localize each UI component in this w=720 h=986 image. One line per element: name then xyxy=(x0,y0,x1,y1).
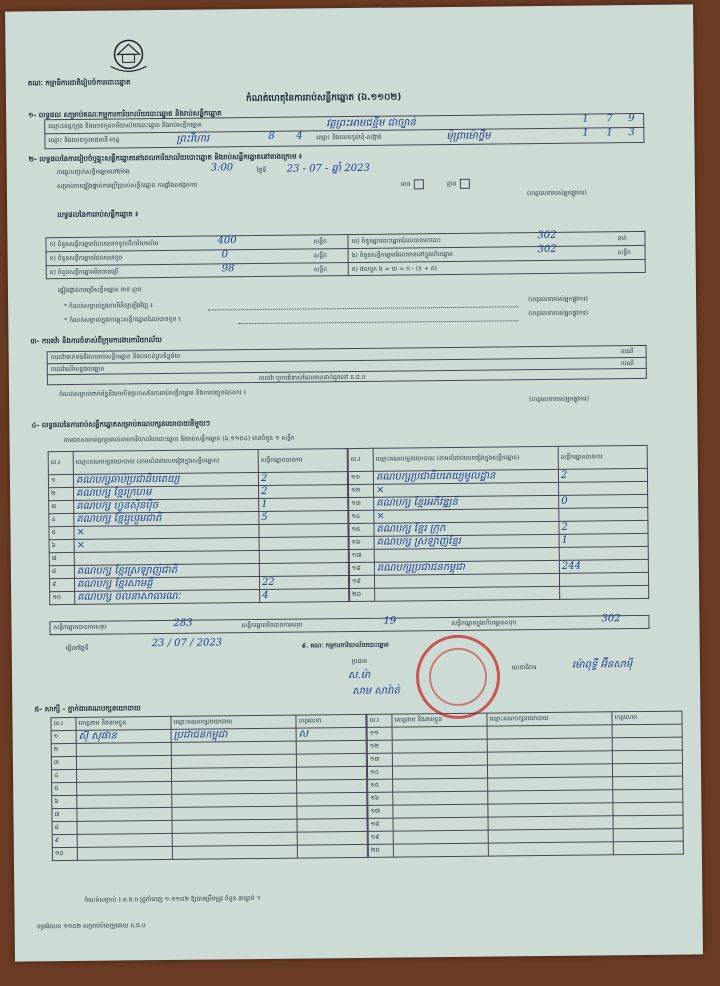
witness-row-cell-0: ៥ xyxy=(52,782,77,795)
party-row-cell-2 xyxy=(259,563,348,577)
party-row-cell-2: 1 xyxy=(559,533,648,547)
witness-row-cell-2 xyxy=(172,819,297,833)
party-row-cell-0: ៤ xyxy=(49,513,74,526)
witness-row-cell-3 xyxy=(297,831,367,845)
witness-row-cell-2 xyxy=(488,842,613,856)
party-row-cell-1: × xyxy=(374,482,559,497)
box-total-label: សន្លឹកឆ្នោតក្នុងហិបឆ្នោតសរុប xyxy=(451,619,517,627)
party-row-cell-0: ៦ xyxy=(49,539,74,552)
w-col-sign: ហត្ថលេខា xyxy=(296,714,366,728)
party-row-cell-0: ១១ xyxy=(348,471,373,484)
witness-row-cell-1 xyxy=(392,765,487,779)
party-row-cell-1: × xyxy=(74,537,259,552)
col-votes: សន្លឹកឆ្នោតបានការ xyxy=(258,449,347,473)
witness-row-cell-1 xyxy=(77,807,172,821)
witness-row-cell-0: ៣ xyxy=(51,756,76,769)
witness-row-cell-0: ៧ xyxy=(52,808,77,821)
sign-hint-4: (ហត្ថលេខារបស់អ្នកផ្លូវការ) xyxy=(529,395,590,404)
party-row-cell-0: ១៦ xyxy=(349,536,374,549)
seal-date-label: ថ្ងៃទី xyxy=(256,166,267,175)
section4-title: ៤- លទ្ធផលនៃការរាប់សន្លឹកឆ្នោតសម្រាប់គណបក្សនយោបាយនីមួយៗ xyxy=(31,419,211,430)
party-row-cell-0: ២០ xyxy=(350,588,375,601)
committee-title: ៩. គណៈ កម្មការការិយាល័យបោះឆ្នោត xyxy=(301,641,389,650)
chair-label: ប្រធាន xyxy=(351,657,368,666)
totals-row xyxy=(49,615,649,635)
witness-row-cell-1 xyxy=(393,817,488,831)
province-code-b: 4 xyxy=(296,130,303,142)
party-row-cell-2 xyxy=(259,537,348,551)
w-col-party: ឈ្មោះគណបក្សនយោបាយ xyxy=(171,715,296,729)
unused-ballots-unit: សន្លឹក xyxy=(313,266,328,274)
witness-row-cell-0: ២ xyxy=(51,743,76,756)
witness-row-cell-1 xyxy=(393,843,488,857)
section1-title: ១- លទ្ធផល សម្រាប់គណៈកម្មការការិយាល័យបោះឆ្នោត និងរាប់សន្លឹកឆ្នោត xyxy=(28,109,222,120)
voters-value: 302 xyxy=(537,229,557,242)
province-label: ឈ្មោះ និងលេខកូដរាជធានី-ខេត្ត xyxy=(48,136,120,145)
party-row-cell-0: ១៥ xyxy=(349,523,374,536)
witness-row-cell-1 xyxy=(393,778,488,792)
witness-row-cell-2 xyxy=(172,832,297,846)
party-row-cell-2 xyxy=(559,572,648,586)
witness-row-cell-1: ស៊ុ សុផាន xyxy=(76,729,171,743)
witness-row-cell-3 xyxy=(613,815,683,829)
seal-date: 23 - 07 - ឆ្នាំ 2023 xyxy=(286,162,370,175)
witness-row-cell-1 xyxy=(392,752,487,766)
witness-row-cell-0: ១២ xyxy=(367,740,392,753)
w-col-name: គោត្តនាម និងនាមខ្លួន xyxy=(76,716,171,730)
form-title: កំណត់ហេតុនៃការរាប់សន្លឹកឆ្នោត (ឯ.១១០២) xyxy=(245,92,402,105)
checkbox-yes[interactable] xyxy=(414,179,424,189)
party-row-cell-0: ២ xyxy=(49,487,74,500)
province-district-label: ឈ្មោះខេត្ត/ក្រុង និងលេខកូដការិយាល័យបោះឆ្នោត និងរាប់សន្លឹកឆ្នោត xyxy=(48,121,202,131)
witness-row-cell-1 xyxy=(393,804,488,818)
witness-row-cell-2 xyxy=(488,816,613,830)
party-row-cell-0: ៣ xyxy=(49,500,74,513)
witness-row-cell-2 xyxy=(172,780,297,794)
party-row-cell-2 xyxy=(559,481,648,495)
witness-row-cell-3 xyxy=(297,844,367,858)
witness-row-cell-3 xyxy=(612,750,682,764)
sign-hint-1: (ហត្ថលេខារបស់អ្នកផ្លូវការ) xyxy=(526,189,587,198)
party-row xyxy=(350,585,649,601)
party-row-cell-2: 5 xyxy=(259,511,348,525)
party-votes-table-left xyxy=(48,448,350,605)
witness-row-cell-0: ១០ xyxy=(52,847,77,860)
witness-row-cell-0: ២០ xyxy=(368,844,393,857)
witness-row-cell-1 xyxy=(392,726,487,740)
w-col-no-r: ល.រ xyxy=(367,714,392,727)
seal-time-label: ការឆ្លុះបញ្ជាក់សន្លឹកឆ្នោតនៅម៉ោង xyxy=(56,168,130,177)
commune-code-2: 1 xyxy=(606,127,613,139)
w-col-sign-r: ហត្ថលេខា xyxy=(612,711,682,725)
footer-note: កំណត់សម្គាល់ ៖ គ.ជ.ប ត្រូវបំពេញ ១.១១០២ ឱ្យបានត្រឹមត្រូវ ចំនួន ៣ច្បាប់ ។ xyxy=(84,895,261,904)
witness-row-cell-0: ១៦ xyxy=(368,792,393,805)
doc-date-value: 23 / 07 / 2023 xyxy=(151,637,223,650)
doc-date-label: ធ្វើនៅថ្ងៃទី xyxy=(65,644,89,653)
col-votes-r: សន្លឹកឆ្នោតបានការ xyxy=(558,445,647,469)
col-no: ល.រ xyxy=(48,451,73,474)
witness-row-cell-3 xyxy=(297,779,367,793)
witness-row-cell-0: ១ xyxy=(51,730,76,743)
witness-row-cell-0: ១៩ xyxy=(368,831,393,844)
party-row-cell-2: 0 xyxy=(559,494,648,508)
received-ballots-label: ក) ចំនួនសន្លឹកឆ្នោតដែលបានទទួលពីការិយាល័យ xyxy=(49,240,159,249)
note-review: * កំណត់សម្គាល់ក្នុងការពិនិត្យឡើងវិញ ៖ xyxy=(64,302,153,311)
complaint-row1: ការតវ៉ាទាក់ទងនឹងការរាប់សន្លឹកឆ្នោត និងការកត់ត្រាទិន្នន័យ xyxy=(50,352,181,362)
witness-row-cell-1 xyxy=(77,833,172,847)
witness-row xyxy=(368,841,683,857)
official-stamp xyxy=(416,634,501,719)
witness-row-cell-3 xyxy=(613,789,683,803)
party-row-cell-2 xyxy=(259,524,348,538)
party-row-cell-2 xyxy=(259,550,348,564)
party-row-cell-2 xyxy=(559,546,648,560)
witness-row-cell-3 xyxy=(297,818,367,832)
verify-line: ផ្ទៀងផ្ទាត់ការប្រើសន្លឹកឆ្នោត មាន គ្មាន xyxy=(57,286,142,295)
witness-row-cell-0: ៨ xyxy=(52,821,77,834)
witness-row-cell-1 xyxy=(76,742,171,756)
party-row-cell-2: 1 xyxy=(259,498,348,512)
spoiled-ballots-unit: សន្លឹក xyxy=(313,252,327,260)
section2-title: ២- លទ្ធផលនៃការរៀបចំ​ឬឆ្លុះសន្លឹកឆ្នោតនៅពេលការិយាល័យបោះឆ្នោត និងរាប់សន្លឹកឆ្នោតនៅខាងក្រោម ៖ xyxy=(28,152,302,164)
complaint-row2: ការតវ៉ាលើលទ្ធផលឆ្នោត xyxy=(50,365,105,374)
formula-label: ច) ផលបូក ង = ឃ = ក - (ខ + គ) xyxy=(351,265,438,274)
witness-row-cell-2 xyxy=(171,754,296,768)
witness-row-cell-3 xyxy=(613,802,683,816)
witness-row-cell-2 xyxy=(172,806,297,820)
received-ballots-value: 400 xyxy=(217,235,237,247)
witness-row-cell-0: ១១ xyxy=(367,727,392,740)
party-row-cell-1: គណបក្ស ស្រឡាញ់ខ្មែរ xyxy=(374,534,559,549)
witness-row-cell-2 xyxy=(487,725,612,739)
party-row-cell-1: គណបក្សប្រជាធិបតេយ្យមូលដ្ឋាន xyxy=(373,469,558,484)
party-row-cell-2: 2 xyxy=(559,520,648,534)
ballots-in-box-value: 302 xyxy=(537,243,557,256)
col-party-r: ឈ្មោះគណបក្សនយោបាយ (តាមលំដាប់លេខរៀងក្នុងសន្លឹកឆ្នោត) xyxy=(373,446,558,471)
party-row-cell-2: 2 xyxy=(258,472,347,486)
witness-row-cell-3 xyxy=(296,740,366,754)
party-row-cell-1: × xyxy=(74,524,259,539)
witness-row-cell-0: ១៤ xyxy=(367,766,392,779)
seal-time: 3:00 xyxy=(210,162,234,174)
party-row-cell-0: ៥ xyxy=(49,526,74,539)
party-row-cell-0: ១ xyxy=(48,474,73,487)
party-row xyxy=(50,589,349,605)
section5-title: ៥- សាក្សី - ភ្នាក់ងារគណបក្សនយោបាយ xyxy=(34,704,141,714)
witness-row-cell-3 xyxy=(297,792,367,806)
party-row-cell-2: 244 xyxy=(559,559,648,573)
sign-hint-3: (ហត្ថលេខារបស់អ្នកផ្លូវការ) xyxy=(528,309,589,318)
invalid-total-label: សន្លឹកឆ្នោតមិនបានការសរុប xyxy=(241,621,303,630)
party-row-cell-0: ១២ xyxy=(349,484,374,497)
party-row-cell-1: គណបក្សឆាប់ប្រជាធិបតេយ្យ xyxy=(73,473,258,488)
party-row-cell-0: ១៩ xyxy=(349,575,374,588)
witness-row-cell-0: ១៨ xyxy=(368,818,393,831)
party-row-cell-2: 22 xyxy=(259,576,348,590)
witness-row-cell-0: ១៣ xyxy=(367,753,392,766)
party-row-cell-0: ៨ xyxy=(49,565,74,578)
witness-row-cell-0: ១៥ xyxy=(368,779,393,792)
witness-row-cell-2 xyxy=(487,738,612,752)
section4-subtitle: តាមឯកសារកត់ត្រារួចរាល់តាមការិយាល័យបោះឆ្នោត និងរាប់សន្លឹកឆ្នោត (ឯ.១១០៤) មានចំនួន ១ សន្លឹក xyxy=(63,434,295,445)
province-code-a: 8 xyxy=(268,130,275,142)
witness-row xyxy=(52,844,367,860)
witness-row-cell-2 xyxy=(487,751,612,765)
party-row-cell-1: គណបក្ស ខ្មែរសាមគ្គី xyxy=(74,576,259,591)
party-row-cell-2: 2 xyxy=(259,485,348,499)
spoiled-ballots-value: 0 xyxy=(221,249,229,261)
party-row-cell-1: គណបក្ស ខ្មែររួបរួមជាតិ xyxy=(74,511,259,526)
note-spoiled: * កំណត់សម្គាល់ក្នុងការឆ្លុះសន្លឹកឆ្នោតដែលបានខូច ៖ xyxy=(64,315,181,325)
complaint-count-label-2: ករណី xyxy=(620,360,634,368)
col-no-r: ល.រ xyxy=(348,448,373,471)
voters-unit: នាក់ xyxy=(617,235,628,243)
seal-check-line: សម្រាប់ការផ្ទៀងផ្ទាត់ការប្រើប្រាស់សន្លឹកឆ្នោត ការផ្ទាំងសង្កេតការ xyxy=(56,181,198,191)
witness-row-cell-1 xyxy=(77,781,172,795)
valid-total-value: 283 xyxy=(173,617,193,629)
witness-row-cell-0: ៦ xyxy=(52,795,77,808)
witness-row-cell-2: ប្រជាជនកម្ពុជា xyxy=(171,728,296,742)
witness-row-cell-2 xyxy=(171,741,296,755)
commune-code-1: 1 xyxy=(582,127,589,139)
party-row-cell-0: ៧ xyxy=(49,552,74,565)
party-row-cell-2 xyxy=(559,507,648,521)
party-row-cell-1: គណបក្ស ខ្មែរស្រឡាញ់ជាតិ xyxy=(74,563,259,578)
party-votes-table-right xyxy=(348,445,650,602)
station-code-2: 7 xyxy=(606,113,613,125)
chair-name: សាម សារ៉ាត់ xyxy=(352,685,400,698)
witness-row-cell-2 xyxy=(172,793,297,807)
witness-row-cell-2 xyxy=(488,829,613,843)
witness-row-cell-1 xyxy=(393,830,488,844)
witness-row-cell-1 xyxy=(77,846,172,860)
party-row-cell-2: 2 xyxy=(558,468,647,482)
witness-row-cell-0: ៤ xyxy=(51,769,76,782)
party-row-cell-1: គណបក្ស ខ្មែរ ​ក្រុក xyxy=(374,521,559,536)
witness-row-cell-1 xyxy=(392,739,487,753)
sign-hint-2: (ហត្ថលេខារបស់អ្នកផ្លូវការ) xyxy=(528,295,589,304)
witness-row-cell-2 xyxy=(488,777,613,791)
valid-total-label: សន្លឹកឆ្នោតបានការសរុប xyxy=(53,623,107,632)
witness-row-cell-3 xyxy=(613,776,683,790)
party-row-cell-1: គណបក្សប្រជាជនកម្ពុជា xyxy=(374,560,559,575)
w-col-party-r: ឈ្មោះគណបក្សនយោបាយ xyxy=(487,712,612,726)
party-row-cell-1: × xyxy=(374,508,559,523)
station-code-3: 9 xyxy=(628,113,635,125)
party-row-cell-1: គណបក្ស ខ្មែរក្រហម xyxy=(74,485,259,500)
ballot-count-form xyxy=(5,4,703,961)
w-col-name-r: គោត្តនាម និងនាមខ្លួន xyxy=(392,713,487,727)
unused-ballots-value: 98 xyxy=(221,263,235,275)
witness-row-cell-1 xyxy=(77,820,172,834)
witness-table-left xyxy=(50,714,367,861)
col-party: ឈ្មោះគណបក្សនយោបាយ (តាមលំដាប់លេខរៀងក្នុងសន្លឹកឆ្នោត) xyxy=(73,450,258,475)
emblem-icon xyxy=(105,36,151,76)
complaint-row2b: ការតវ៉ា ឬការជំទាស់ដែលមានដាក់ជូនទៅ គ.ជ.ប xyxy=(258,373,366,382)
invalid-total-value: 19 xyxy=(383,615,397,627)
party-row-cell-0: ១៨ xyxy=(349,562,374,575)
org-name: គណៈ កម្មាធិការជាតិរៀបចំការបោះឆ្នោត xyxy=(27,78,131,88)
witness-row-cell-0: ៩ xyxy=(52,834,77,847)
form-footer: ទម្រង់លេខ ១១០២ សម្រាប់បំពេញដោយ គ.ជ.ប xyxy=(36,922,146,931)
party-row-cell-0: ១០ xyxy=(50,591,75,604)
voters-label: ឃ) ចំនួនអ្នកបោះឆ្នោតដែលបានមកបោះ xyxy=(351,237,442,246)
party-row-cell-0: ១៣ xyxy=(349,497,374,510)
commune-code-3: 3 xyxy=(628,127,635,139)
section3-title: ៣- ការតវ៉ា និងការចំទាស់ពីក្រុមការងារការិយាល័យ xyxy=(30,336,162,346)
party-row-cell-0: ៩ xyxy=(49,578,74,591)
witness-row-cell-3 xyxy=(613,841,683,855)
province-name: ព្រះវិហារ xyxy=(176,133,210,145)
witness-row-cell-3: ស xyxy=(296,727,366,741)
witness-row-cell-2 xyxy=(487,764,612,778)
complaint-count-label-1: ករណី xyxy=(620,348,634,356)
party-row-cell-1: គណបក្ស ខ្មែរអភិវឌ្ឍន៍ xyxy=(374,495,559,510)
witness-row-cell-3 xyxy=(297,805,367,819)
witness-row-cell-3 xyxy=(612,737,682,751)
witness-row-cell-1 xyxy=(77,794,172,808)
party-row-cell-1: គណបក្ស ចលនាសាធារណៈ xyxy=(75,589,260,604)
witness-row-cell-2 xyxy=(172,845,297,859)
witness-row-cell-1 xyxy=(76,755,171,769)
commune-name: ម៉ុព្រាម៉ោថ្នីម xyxy=(446,130,491,143)
witness-row-cell-1 xyxy=(76,768,171,782)
party-row-cell-0: ១៤ xyxy=(349,510,374,523)
party-row-cell-1: គណបក្ស ហ្វូនស៊ិនប៉ិច xyxy=(74,498,259,513)
commune-label: ឈ្មោះ និងលេខកូដឃុំ-សង្កាត់ xyxy=(316,133,382,142)
secretary-name: ម៉ោ​ពុទ្ធី អ៊ីនសាម៉ី xyxy=(571,659,633,671)
witness-row-cell-1 xyxy=(393,791,488,805)
witness-row-cell-3 xyxy=(612,763,682,777)
witness-row-cell-2 xyxy=(488,790,613,804)
party-row-cell-0: ១៧ xyxy=(349,549,374,562)
ballots-in-box-unit: សន្លឹក xyxy=(617,249,631,257)
ballots-in-box-label: ង) ចំនួនសន្លឹកឆ្នោតដែលមាននៅក្នុងហិបឆ្នោត xyxy=(351,250,454,260)
witness-row-cell-3 xyxy=(612,724,682,738)
checkbox-no[interactable] xyxy=(460,179,470,189)
witness-row-cell-3 xyxy=(613,828,683,842)
w-col-no: ល.រ xyxy=(51,717,76,730)
count-results-title: លទ្ធផលនៃការរាប់សន្លឹកឆ្នោត ៖ xyxy=(57,210,139,220)
box-total-value: 302 xyxy=(601,613,621,625)
station-code-1: 1 xyxy=(582,113,589,125)
received-ballots-unit: សន្លឹក xyxy=(313,238,327,246)
chair-signature: ស.ម៉ា xyxy=(347,669,371,682)
witness-row-cell-2 xyxy=(171,767,296,781)
witness-row-cell-3 xyxy=(296,766,366,780)
witness-table-right xyxy=(366,711,683,858)
party-row-cell-2: 4 xyxy=(260,589,349,603)
complaint-note: កំណត់សម្គាល់ពាក់ព័ន្ធនឹងការបិទប្រកាសនៃការរាប់សន្លឹកឆ្នោត និងការបញ្ជូនឯកសារ ៖ xyxy=(59,389,247,399)
party-row-cell-2 xyxy=(560,585,649,599)
witness-row-cell-3 xyxy=(296,753,366,767)
witness-row-cell-2 xyxy=(488,803,613,817)
seal-check-yes: មាន xyxy=(401,179,427,189)
secretary-label: លេខាធិការ xyxy=(511,664,537,672)
party-row-cell-1 xyxy=(375,586,560,601)
spoiled-ballots-label: ខ) ចំនួនសន្លឹកឆ្នោតដែលបានខូច xyxy=(49,254,123,263)
seal-check-no: គ្មាន xyxy=(447,179,473,189)
unused-ballots-label: គ) ចំនួនសន្លឹកឆ្នោតមិនបានប្រើ xyxy=(49,268,119,277)
polling-station-name: វត្តព្រះអាមជន្មីម ជាច្បាន់ xyxy=(326,117,416,130)
witness-row-cell-0: ១៧ xyxy=(368,805,393,818)
